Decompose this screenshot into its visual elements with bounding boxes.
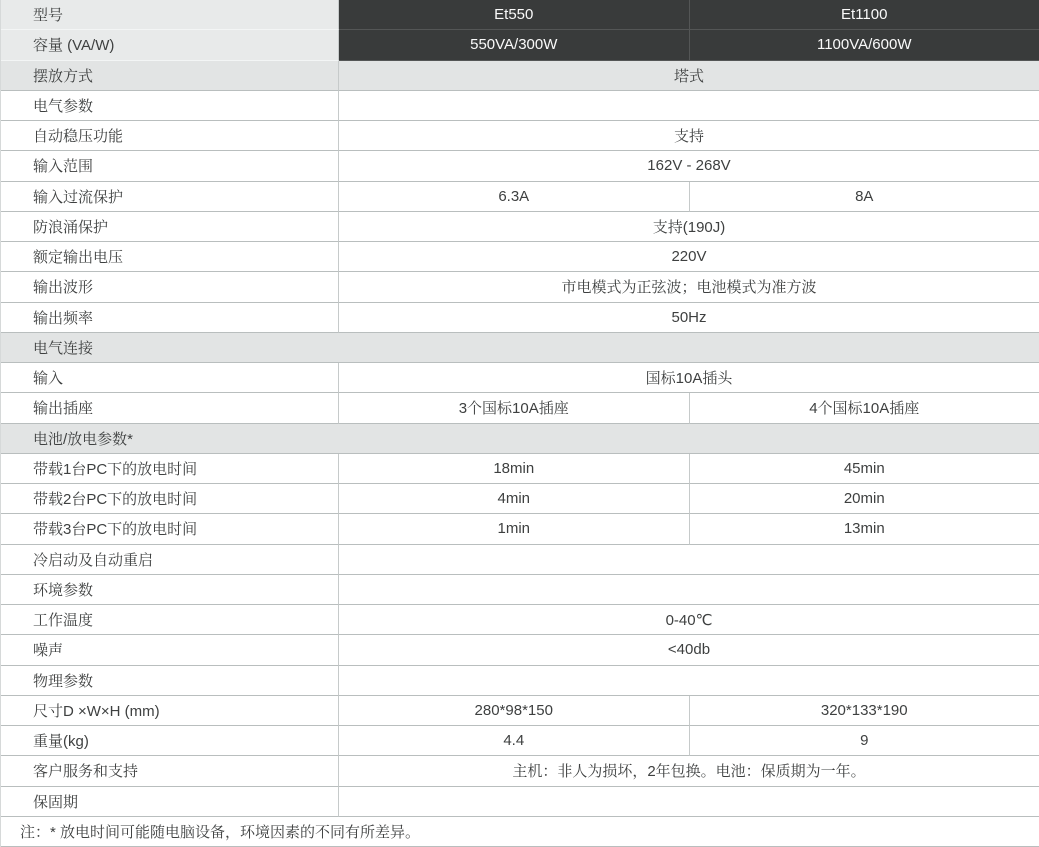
value-et550: 280*98*150 xyxy=(339,696,690,726)
value-span: 0-40℃ xyxy=(339,605,1039,635)
value-span: 塔式 xyxy=(339,61,1039,91)
row-values xyxy=(339,726,1039,756)
row-values xyxy=(339,787,1039,817)
spec-row xyxy=(1,635,1039,665)
row-label: 容量 (VA/W) xyxy=(1,30,339,60)
row-values xyxy=(339,91,1039,121)
value-et1100: 320*133*190 xyxy=(690,696,1039,726)
row-label: 物理参数 xyxy=(1,666,339,696)
value-span: 国标10A插头 xyxy=(339,363,1039,393)
spec-row xyxy=(1,393,1039,423)
spec-row xyxy=(1,151,1039,181)
value-span: 主机：非人为损坏，2年包换。电池：保质期为一年。 xyxy=(339,756,1039,786)
value-et550: 1min xyxy=(339,514,690,544)
row-label: 自动稳压功能 xyxy=(1,121,339,151)
spec-row xyxy=(1,545,1039,575)
value-et550: 4.4 xyxy=(339,726,690,756)
row-label: 保固期 xyxy=(1,787,339,817)
row-values xyxy=(339,575,1039,605)
value-span xyxy=(339,666,1039,696)
row-values xyxy=(339,182,1039,212)
row-label: 电池/放电参数* xyxy=(1,424,1039,454)
row-values xyxy=(339,514,1039,544)
row-label: 型号 xyxy=(1,0,339,30)
model-header-row xyxy=(1,30,1039,60)
row-label: 环境参数 xyxy=(1,575,339,605)
row-label: 摆放方式 xyxy=(1,61,339,91)
spec-row xyxy=(1,756,1039,786)
row-label: 额定输出电压 xyxy=(1,242,339,272)
spec-row xyxy=(1,182,1039,212)
spec-row xyxy=(1,303,1039,333)
value-et1100: 1100VA/600W xyxy=(690,30,1039,60)
row-label: 尺寸D ×W×H (mm) xyxy=(1,696,339,726)
spec-row xyxy=(1,696,1039,726)
row-label: 带载3台PC下的放电时间 xyxy=(1,514,339,544)
row-values xyxy=(339,484,1039,514)
row-label: 输入过流保护 xyxy=(1,182,339,212)
row-values xyxy=(339,545,1039,575)
spec-row xyxy=(1,121,1039,151)
value-span xyxy=(339,787,1039,817)
row-label: 工作温度 xyxy=(1,605,339,635)
spec-row xyxy=(1,242,1039,272)
spec-row xyxy=(1,514,1039,544)
value-span xyxy=(339,91,1039,121)
row-values xyxy=(339,272,1039,302)
row-values xyxy=(339,151,1039,181)
section-header-row xyxy=(1,424,1039,454)
value-et1100: 13min xyxy=(690,514,1039,544)
row-label: 带载1台PC下的放电时间 xyxy=(1,454,339,484)
value-et550: 6.3A xyxy=(339,182,690,212)
row-values xyxy=(339,121,1039,151)
value-et550: 4min xyxy=(339,484,690,514)
spec-row xyxy=(1,212,1039,242)
row-label: 客户服务和支持 xyxy=(1,756,339,786)
row-label: 带载2台PC下的放电时间 xyxy=(1,484,339,514)
model-header-row xyxy=(1,0,1039,30)
row-label: 输入 xyxy=(1,363,339,393)
value-span: 市电模式为正弦波；电池模式为准方波 xyxy=(339,272,1039,302)
spec-row xyxy=(1,61,1039,91)
section-header-row xyxy=(1,333,1039,363)
value-span: 支持(190J) xyxy=(339,212,1039,242)
value-et550: Et550 xyxy=(339,0,690,30)
value-span: 220V xyxy=(339,242,1039,272)
footnote-text: 注：* 放电时间可能随电脑设备，环境因素的不同有所差异。 xyxy=(1,817,1039,847)
value-et1100: Et1100 xyxy=(690,0,1039,30)
value-et550: 18min xyxy=(339,454,690,484)
row-values xyxy=(339,605,1039,635)
spec-row xyxy=(1,575,1039,605)
spec-row xyxy=(1,454,1039,484)
row-label: 冷启动及自动重启 xyxy=(1,545,339,575)
row-label: 重量(kg) xyxy=(1,726,339,756)
footnote-row xyxy=(1,817,1039,847)
row-values xyxy=(339,303,1039,333)
value-span xyxy=(339,575,1039,605)
spec-row xyxy=(1,726,1039,756)
spec-row xyxy=(1,484,1039,514)
spec-row xyxy=(1,363,1039,393)
spec-row xyxy=(1,272,1039,302)
row-label: 输入范围 xyxy=(1,151,339,181)
row-values xyxy=(339,0,1039,30)
value-et1100: 9 xyxy=(690,726,1039,756)
row-values xyxy=(339,696,1039,726)
row-label: 电气连接 xyxy=(1,333,1039,363)
value-et1100: 8A xyxy=(690,182,1039,212)
spec-row xyxy=(1,91,1039,121)
row-label: 电气参数 xyxy=(1,91,339,121)
value-span: 50Hz xyxy=(339,303,1039,333)
row-values xyxy=(339,393,1039,423)
spec-row xyxy=(1,666,1039,696)
row-values xyxy=(339,30,1039,60)
row-label: 噪声 xyxy=(1,635,339,665)
value-et1100: 20min xyxy=(690,484,1039,514)
row-label: 输出插座 xyxy=(1,393,339,423)
value-span xyxy=(339,545,1039,575)
row-label: 输出波形 xyxy=(1,272,339,302)
value-span: 162V - 268V xyxy=(339,151,1039,181)
value-span: <40db xyxy=(339,635,1039,665)
row-label: 输出频率 xyxy=(1,303,339,333)
value-et550: 3个国标10A插座 xyxy=(339,393,690,423)
value-et1100: 4个国标10A插座 xyxy=(690,393,1039,423)
row-label: 防浪涌保护 xyxy=(1,212,339,242)
row-values xyxy=(339,242,1039,272)
row-values xyxy=(339,61,1039,91)
spec-row xyxy=(1,787,1039,817)
value-et550: 550VA/300W xyxy=(339,30,690,60)
row-values xyxy=(339,454,1039,484)
row-values xyxy=(339,756,1039,786)
row-values xyxy=(339,212,1039,242)
value-et1100: 45min xyxy=(690,454,1039,484)
spec-row xyxy=(1,605,1039,635)
value-span: 支持 xyxy=(339,121,1039,151)
row-values xyxy=(339,363,1039,393)
row-values xyxy=(339,635,1039,665)
row-values xyxy=(339,666,1039,696)
